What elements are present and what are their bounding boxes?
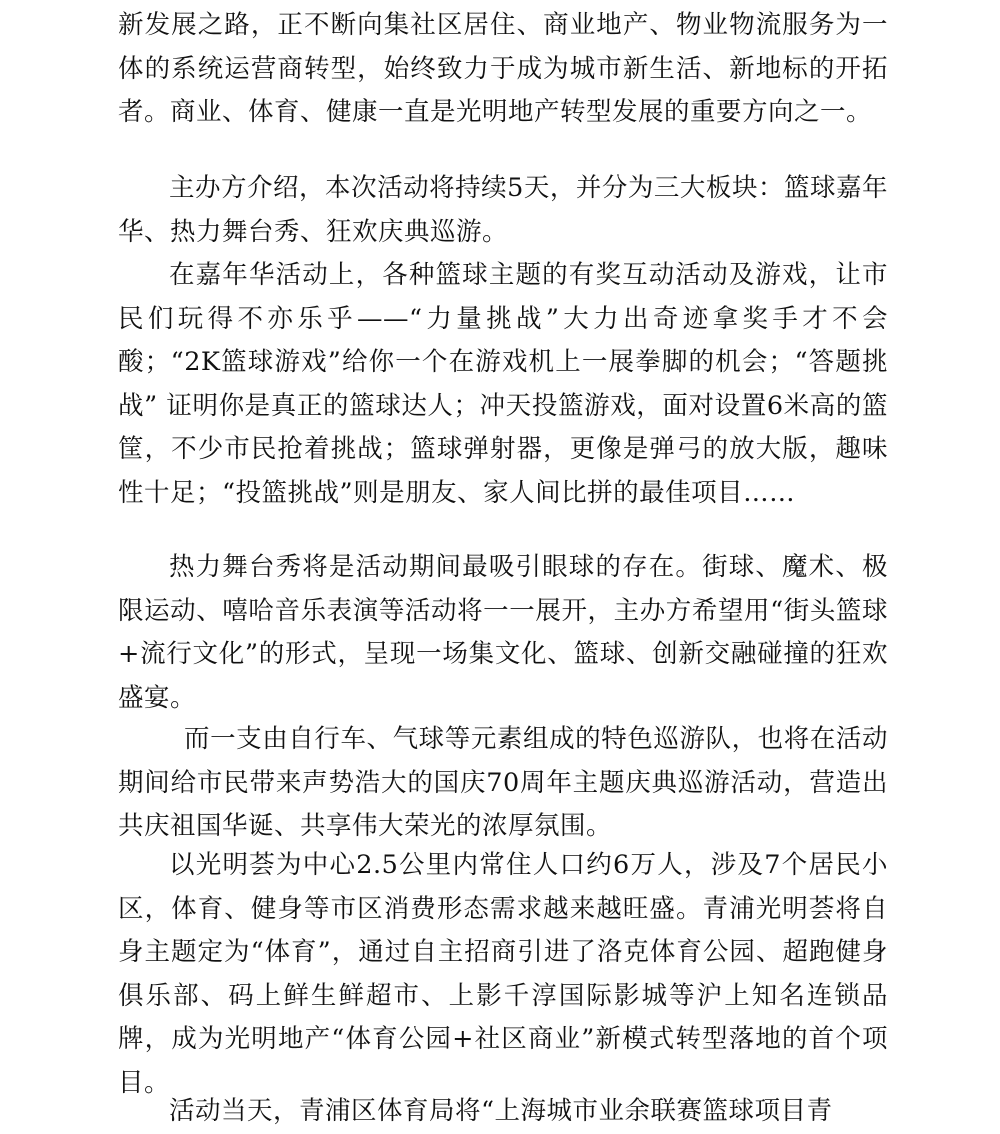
paragraph-company-transformation: 新发展之路，正不断向集社区居住、商业地产、物业物流服务为一体的系统运营商转型，始终致力于成为城市新生活、新地标的开拓者。商业、体育、健康一直是光明地产转型发展的重要方向之一。 (118, 10, 888, 127)
paragraph-guangminghui-project: 以光明荟为中心2.5公里内常住人口约6万人，涉及7个居民小区，体育、健身等市区消费形态需求越来越旺盛。青浦光明荟将自身主题定为“体育”，通过自主招商引进了洛克体育公园、超跑健身俱乐部、码上鲜生鲜超市、上影千淳国际影城等沪上知名连锁品牌，成为光明地产“体育公园+社区商业”新模式转型落地的首个项目。 (118, 850, 888, 1098)
paragraph-stage-show: 热力舞台秀将是活动期间最吸引眼球的存在。街球、魔术、极限运动、嘻哈音乐表演等活动将一一展开，主办方希望用“街头篮球+流行文化”的形式，呈现一场集文化、篮球、创新交融碰撞的狂欢盛宴。 (118, 552, 888, 713)
paragraph-event-overview: 主办方介绍，本次活动将持续5天，并分为三大板块：篮球嘉年华、热力舞台秀、狂欢庆典巡游。 (118, 173, 888, 247)
paragraph-parade: 而一支由自行车、气球等元素组成的特色巡游队，也将在活动期间给市民带来声势浩大的国庆70周年主题庆典巡游活动，营造出共庆祖国华诞、共享伟大荣光的浓厚氛围。 (118, 724, 888, 841)
paragraph-event-day: 活动当天，青浦区体育局将“上海城市业余联赛篮球项目青 (169, 1096, 833, 1126)
paragraph-carnival-games: 在嘉年华活动上，各种篮球主题的有奖互动活动及游戏，让市民们玩得不亦乐乎——“力量挑战”大力出奇迹拿奖手才不会酸；“2K篮球游戏”给你一个在游戏机上一展拳脚的机会；“答题挑战” 证明你是真正的篮球达人；冲天投篮游戏，面对设置6米高的篮筐，不少市民抢着挑战；篮球弹射器，更像是弹弓的放大版，趣味性十足；“投篮挑战”则是朋友、家人间比拼的最佳项目…… (118, 260, 888, 508)
